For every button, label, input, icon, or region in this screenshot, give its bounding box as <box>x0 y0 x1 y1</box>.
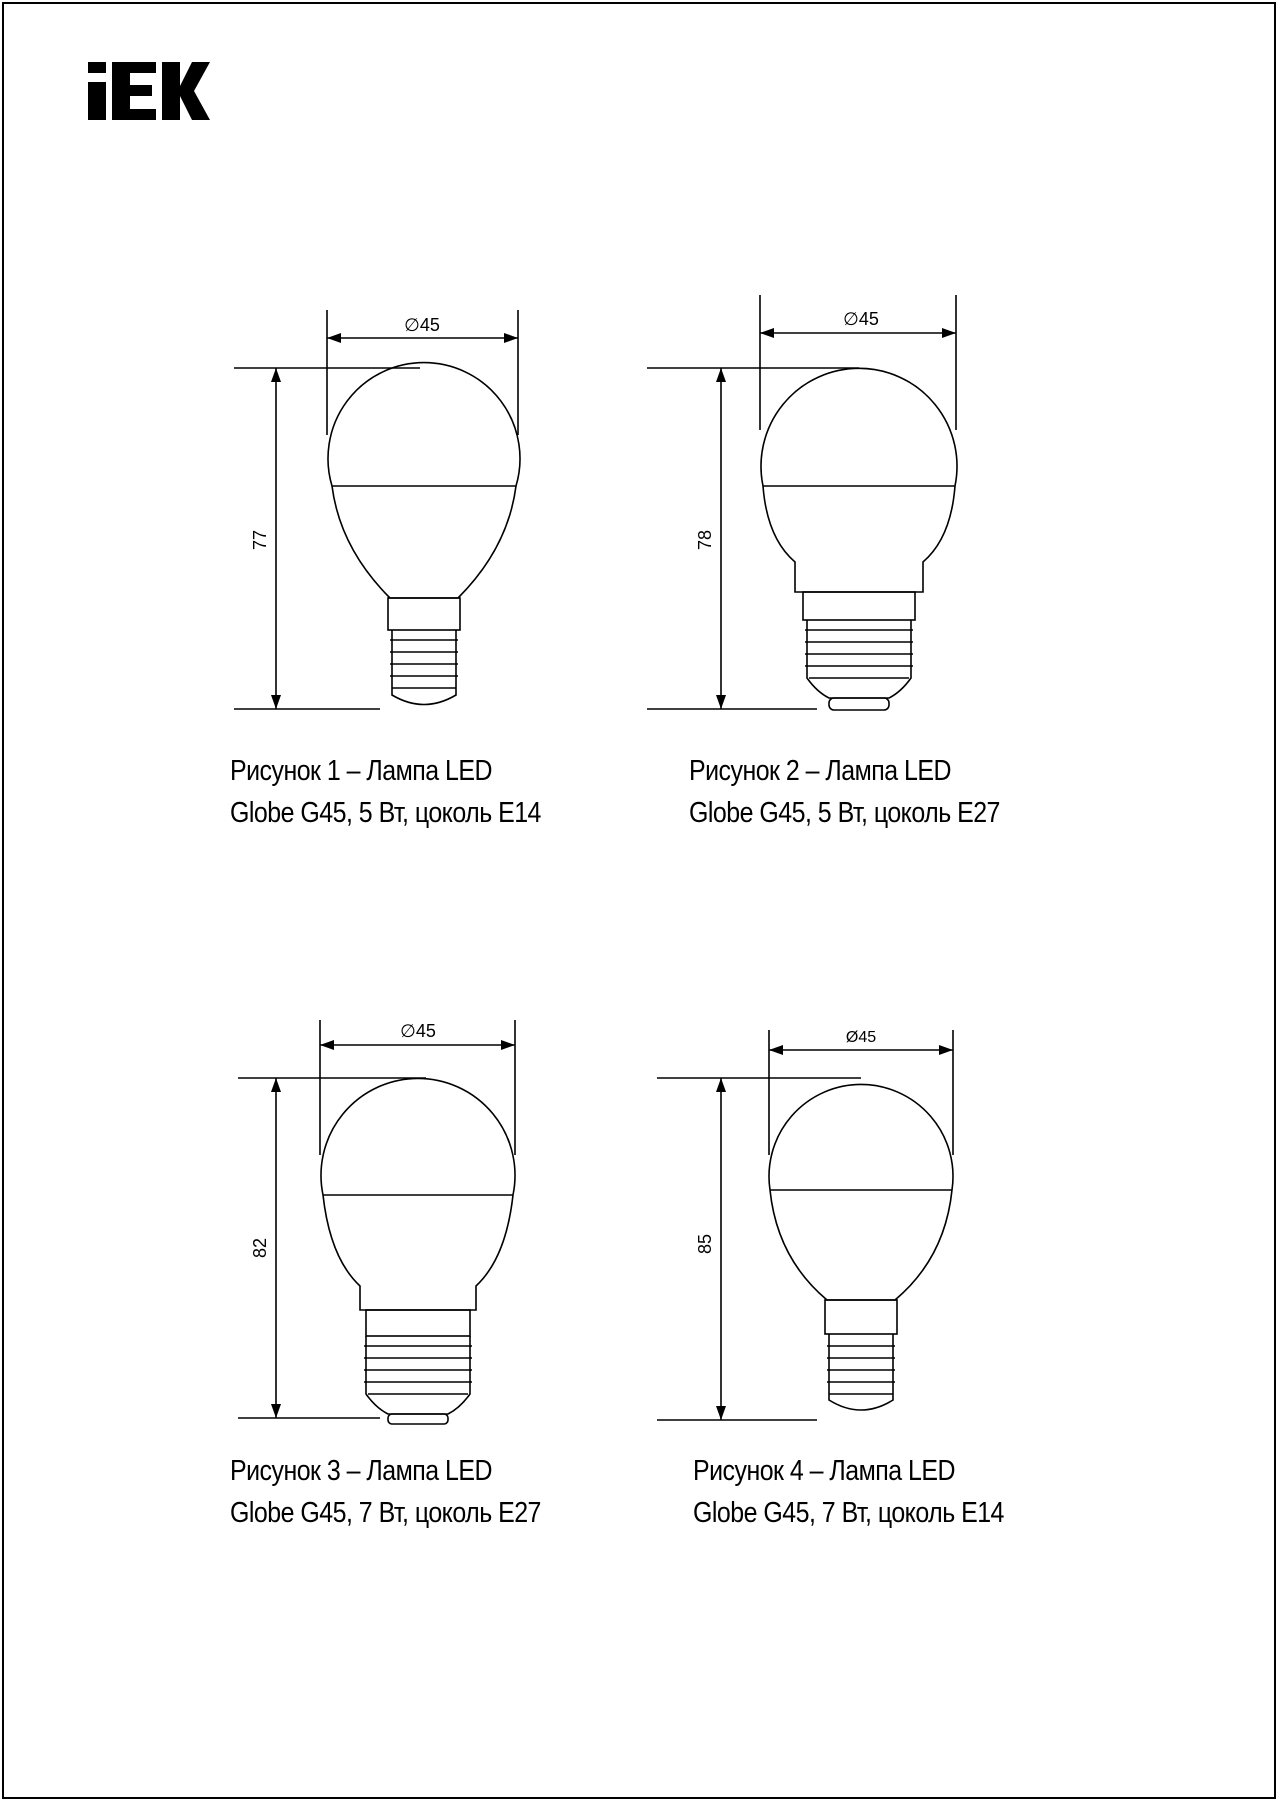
figure-2 <box>667 300 1127 860</box>
diameter-label: ∅45 <box>843 309 879 329</box>
diameter-label: ∅45 <box>404 315 440 335</box>
height-label: 85 <box>695 1233 715 1255</box>
figure-caption: Рисунок 2 – Лампа LED Globe G45, 5 Вт, цоколь E27 <box>689 755 1000 829</box>
figure-caption: Рисунок 1 – Лампа LED Globe G45, 5 Вт, цоколь E14 <box>230 755 541 829</box>
iek-logo <box>88 62 210 120</box>
height-label: 78 <box>695 529 715 551</box>
figure-caption: Рисунок 3 – Лампа LED Globe G45, 7 Вт, цоколь E27 <box>230 1455 541 1529</box>
figure-caption: Рисунок 4 – Лампа LED Globe G45, 7 Вт, цоколь E14 <box>693 1455 1004 1529</box>
figure-3 <box>230 1020 690 1580</box>
height-label: 77 <box>250 529 270 551</box>
diameter-label: ∅45 <box>400 1021 436 1041</box>
diameter-label: Ø45 <box>845 1029 877 1046</box>
figure-4 <box>667 1020 1127 1580</box>
figure-1 <box>230 300 690 860</box>
height-label: 82 <box>250 1237 270 1259</box>
